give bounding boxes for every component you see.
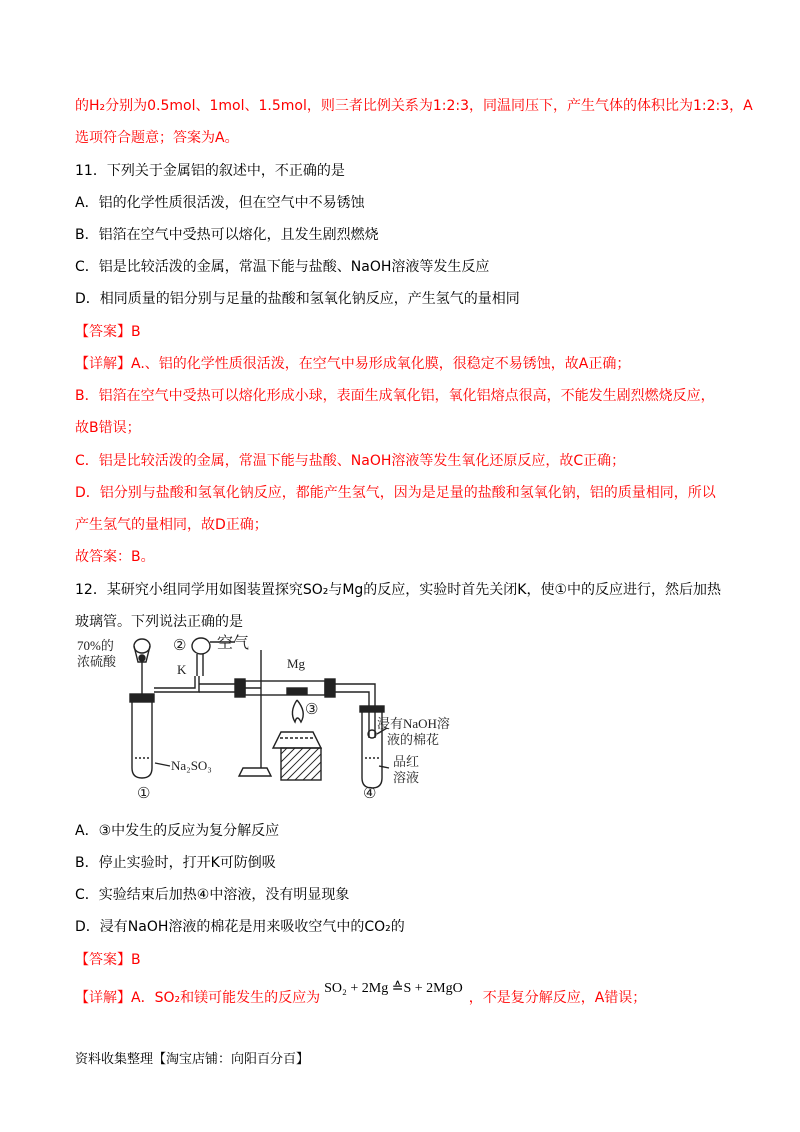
acid-label-2: 浓硫酸 (77, 654, 117, 669)
detail-11-d-cont: 产生氢气的量相同，故D正确； (75, 517, 268, 533)
question-12-stem: 12．某研究小组同学用如图装置探究SO₂与Mg的反应，实验时首先关闭K，使①中的反应进行，然后加热 (75, 582, 722, 598)
apparatus-diagram (75, 628, 505, 800)
detail-12-a-pre: 【详解】A．SO₂和镁可能发生的反应为 (75, 990, 321, 1006)
question-11-option-d: D．相同质量的铝分别与足量的盐酸和氢氧化钠反应，产生氢气的量相同 (75, 291, 520, 307)
detail-12-a-post: ，不是复分解反应，A错误； (468, 990, 647, 1006)
question-11-stem: 11．下列关于金属铝的叙述中，不正确的是 (75, 163, 345, 179)
detail-11-end: 故答案：B。 (75, 549, 155, 565)
label-num-3: ③ (305, 702, 319, 718)
detail-11-b-cont: 故B错误； (75, 420, 141, 436)
mg-label: Mg (287, 656, 306, 671)
answer-12: 【答案】B (75, 952, 141, 968)
label-num-2: ② (173, 638, 187, 654)
question-12-option-c: C．实验结束后加热④中溶液，没有明显现象 (75, 887, 350, 903)
label-num-1: ① (137, 786, 151, 800)
detail-11-b: B．铝箔在空气中受热可以熔化形成小球，表面生成氧化铝，氧化铝熔点很高，不能发生剧烈燃烧反应， (75, 388, 715, 404)
reaction-formula: SO₂ + 2Mg ≙S + 2MgO (324, 981, 463, 996)
detail-11-c: C．铝是比较活泼的金属，常温下能与盐酸、NaOH溶液等发生氧化还原反应，故C正确； (75, 453, 626, 469)
question-12-stem-cont: 玻璃管。下列说法正确的是 (75, 614, 243, 630)
question-11-option-b: B．铝箔在空气中受热可以熔化，且发生剧烈燃烧 (75, 227, 379, 243)
naoh-label-1: 浸有NaOH溶 (377, 716, 450, 731)
label-num-4: ④ (363, 786, 377, 800)
pinhong-label-1: 品红 (393, 754, 420, 769)
naoh-label-2: 液的棉花 (387, 732, 440, 747)
question-11-option-a: A．铝的化学性质很活泼，但在空气中不易锈蚀 (75, 195, 365, 211)
detail-12-a (75, 981, 647, 1008)
air-label: 空气 (217, 635, 250, 652)
question-12-option-b: B．停止实验时，打开K可防倒吸 (75, 855, 276, 871)
acid-label-1: 70%的 (77, 638, 114, 653)
answer-11: 【答案】B (75, 324, 141, 340)
k-label: K (177, 662, 187, 677)
text-line: 选项符合题意；答案为A。 (75, 130, 239, 146)
question-11-option-c: C．铝是比较活泼的金属，常温下能与盐酸、NaOH溶液等发生反应 (75, 259, 490, 275)
text-line: 的H₂分别为0.5mol、1mol、1.5mol，则三者比例关系为1:2:3，同温同压下，产生气体的体积比为1:2:3，A (75, 98, 753, 114)
pinhong-label-2: 溶液 (393, 770, 420, 785)
detail-11-d: D．铝分别与盐酸和氢氧化钠反应，都能产生氢气，因为是足量的盐酸和氢氧化钠，铝的质量相同，所以 (75, 485, 716, 501)
na2so3-label: Na₂SO₃ (171, 758, 212, 773)
question-12-option-d: D．浸有NaOH溶液的棉花是用来吸收空气中的CO₂的 (75, 919, 405, 935)
page-footer: 资料收集整理【淘宝店铺：向阳百分百】 (75, 1052, 310, 1067)
detail-11-a: 【详解】A.、铝的化学性质很活泼，在空气中易形成氧化膜，很稳定不易锈蚀，故A正确； (75, 356, 631, 372)
question-12-option-a: A．③中发生的反应为复分解反应 (75, 823, 280, 839)
